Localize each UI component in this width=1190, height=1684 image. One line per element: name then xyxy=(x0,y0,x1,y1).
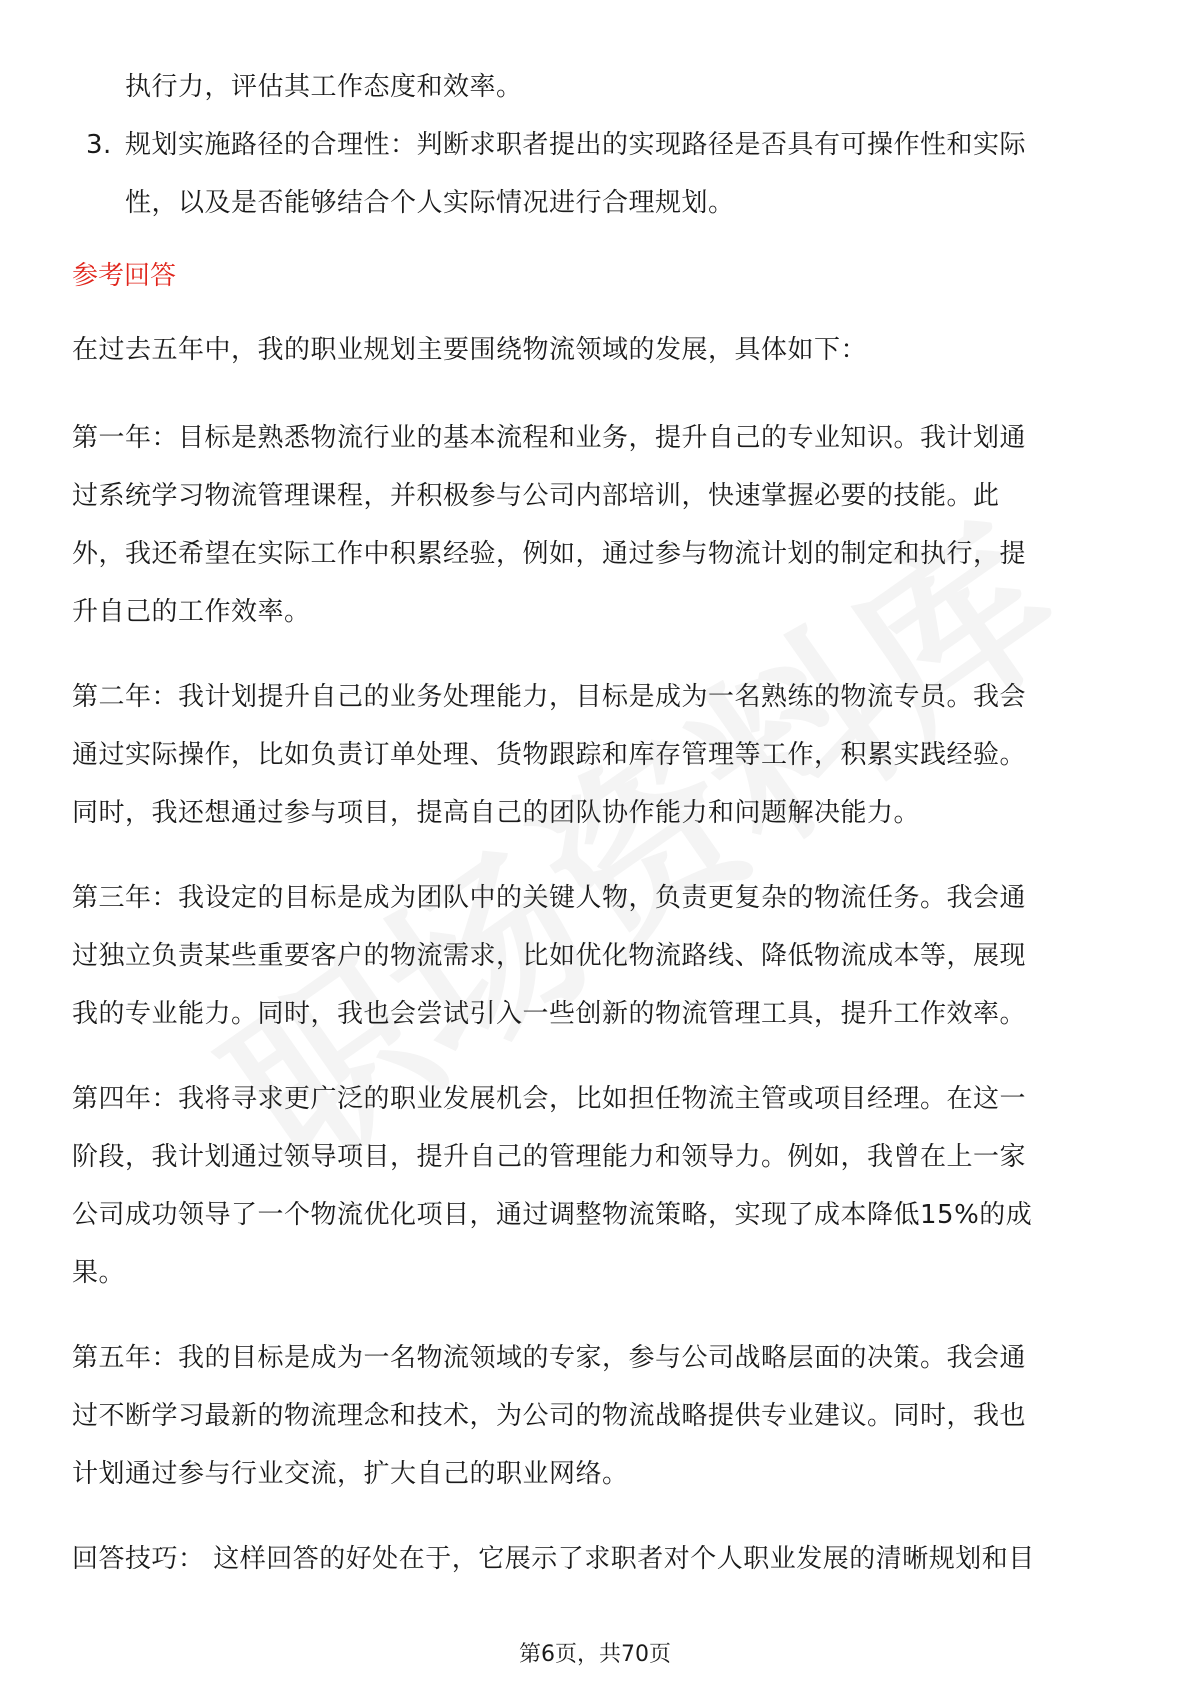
page-number-footer: 第6页，共70页 xyxy=(519,1642,671,1667)
list-item-number: 3. xyxy=(86,130,112,160)
list-item-continuation: 执行力，评估其工作态度和效率。 xyxy=(125,72,523,102)
paragraph-line: 第三年：我设定的目标是成为团队中的关键人物，负责更复杂的物流任务。我会通 xyxy=(72,883,1027,913)
list-item-line: 性，以及是否能够结合个人实际情况进行合理规划。 xyxy=(125,188,735,218)
list-item-3 xyxy=(72,116,1118,232)
paragraph-line: 外，我还希望在实际工作中积累经验，例如，通过参与物流计划的制定和执行，提 xyxy=(72,539,1027,569)
paragraph-line: 同时，我还想通过参与项目，提高自己的团队协作能力和问题解决能力。 xyxy=(72,798,921,828)
paragraph-line: 果。 xyxy=(72,1258,126,1288)
paragraph-line: 第二年：我计划提升自己的业务处理能力，目标是成为一名熟练的物流专员。我会 xyxy=(72,682,1027,712)
paragraph-year-3 xyxy=(72,869,1118,1043)
paragraph-line: 公司成功领导了一个物流优化项目，通过调整物流策略，实现了成本降低15%的成 xyxy=(72,1200,1033,1230)
paragraph-year-1 xyxy=(72,409,1118,641)
section-heading: 参考回答 xyxy=(72,261,177,291)
paragraph-line: 过独立负责某些重要客户的物流需求，比如优化物流路线、降低物流成本等，展现 xyxy=(72,941,1027,971)
paragraph-year-2 xyxy=(72,668,1118,842)
paragraph-line: 计划通过参与行业交流，扩大自己的职业网络。 xyxy=(72,1459,629,1489)
paragraph-line: 过不断学习最新的物流理念和技术，为公司的物流战略提供专业建议。同时，我也 xyxy=(72,1401,1027,1431)
paragraph-line: 通过实际操作，比如负责订单处理、货物跟踪和库存管理等工作，积累实践经验。 xyxy=(72,740,1027,770)
page-content xyxy=(72,58,1118,1588)
paragraph-line: 第五年：我的目标是成为一名物流领域的专家，参与公司战略层面的决策。我会通 xyxy=(72,1343,1027,1373)
list-item-line: 规划实施路径的合理性：判断求职者提出的实现路径是否具有可操作性和实际 xyxy=(125,130,1027,160)
paragraph-line: 升自己的工作效率。 xyxy=(72,597,311,627)
paragraph-year-5 xyxy=(72,1329,1118,1503)
paragraph-line: 我的专业能力。同时，我也会尝试引入一些创新的物流管理工具，提升工作效率。 xyxy=(72,999,1027,1029)
paragraph-year-4 xyxy=(72,1070,1118,1302)
answer-tip: 回答技巧： 这样回答的好处在于，它展示了求职者对个人职业发展的清晰规划和目 xyxy=(72,1544,1035,1574)
paragraph-line: 阶段，我计划通过领导项目，提升自己的管理能力和领导力。例如，我曾在上一家 xyxy=(72,1142,1027,1172)
paragraph-line: 过系统学习物流管理课程，并积极参与公司内部培训，快速掌握必要的技能。此 xyxy=(72,481,1000,511)
paragraph-line: 第四年：我将寻求更广泛的职业发展机会，比如担任物流主管或项目经理。在这一 xyxy=(72,1084,1027,1114)
paragraph-line: 第一年：目标是熟悉物流行业的基本流程和业务，提升自己的专业知识。我计划通 xyxy=(72,423,1027,453)
intro-paragraph: 在过去五年中，我的职业规划主要围绕物流领域的发展，具体如下： xyxy=(72,335,868,365)
